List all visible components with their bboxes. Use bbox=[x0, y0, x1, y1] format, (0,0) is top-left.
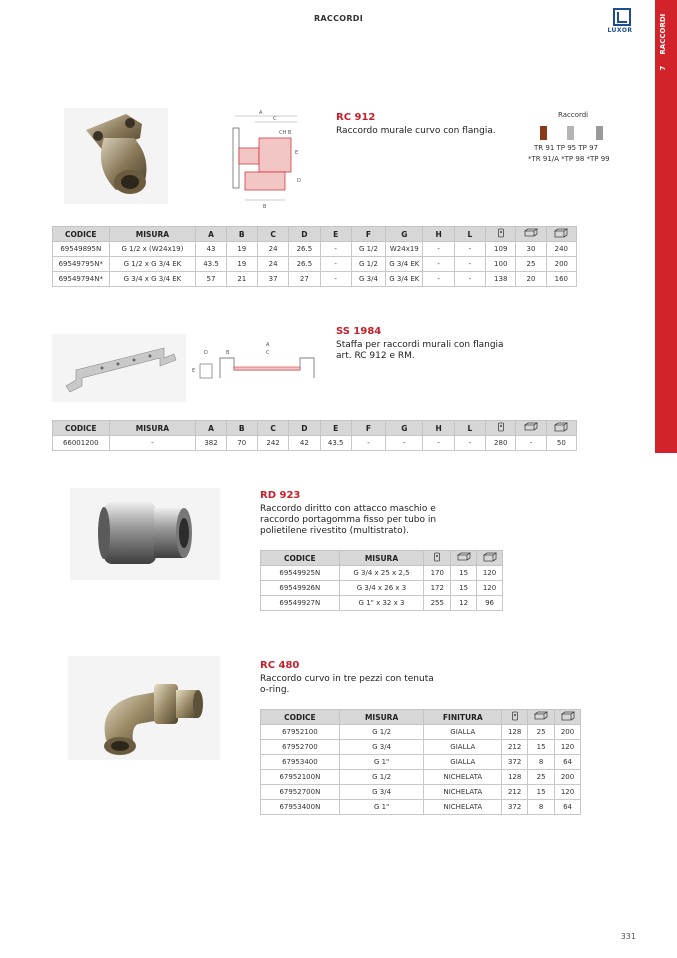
rc912-photo bbox=[64, 108, 168, 204]
drawing-label-e: E bbox=[295, 150, 299, 156]
table-row: 69549794N* G 3/4 x G 3/4 EK 57 21 37 27 - G 3/4 G 3/4 EK - - 138 20 160 bbox=[53, 272, 577, 287]
col-header: CODICE bbox=[53, 227, 110, 242]
ss1984-code: SS 1984 bbox=[336, 326, 382, 337]
table-row: 67952100 G 1/2 GIALLA 128 25 200 bbox=[261, 725, 581, 740]
table-header-row bbox=[53, 421, 577, 436]
table-row: 66001200 - 382 70 242 42 43.5 - - - - 280 - 50 bbox=[53, 436, 577, 451]
rc912-code: RC 912 bbox=[336, 112, 376, 123]
col-header: A bbox=[196, 227, 226, 242]
col-header: C bbox=[257, 421, 288, 436]
rc912-variants-row2: *TR 91/A *TP 98 *TP 99 bbox=[528, 155, 610, 163]
box-small-icon bbox=[451, 551, 477, 566]
col-header: C bbox=[257, 227, 288, 242]
rc912-table bbox=[52, 226, 577, 287]
drawing-label-b: B bbox=[263, 204, 267, 210]
col-header: H bbox=[423, 421, 454, 436]
ss1984-photo bbox=[52, 334, 186, 402]
table-header-row bbox=[261, 710, 581, 725]
table-row: 67952700N G 3/4 NICHELATA 212 15 120 bbox=[261, 785, 581, 800]
ss1984-technical-drawing bbox=[190, 340, 325, 384]
col-header: CODICE bbox=[53, 421, 110, 436]
rc912-technical-drawing bbox=[225, 108, 315, 212]
rd923-table bbox=[260, 550, 503, 611]
table-header-row bbox=[261, 551, 503, 566]
drawing-label-a: A bbox=[266, 342, 270, 348]
col-header: F bbox=[351, 421, 385, 436]
rc912-description: Raccordo murale curvo con flangia. bbox=[336, 126, 496, 136]
col-header: A bbox=[196, 421, 226, 436]
weight-icon bbox=[486, 227, 516, 242]
drawing-label-d: D bbox=[297, 178, 301, 184]
box-small-icon bbox=[516, 421, 546, 436]
col-header: MISURA bbox=[339, 551, 424, 566]
page-number: 331 bbox=[620, 932, 636, 941]
weight-icon bbox=[486, 421, 516, 436]
table-row: 67952700 G 3/4 GIALLA 212 15 120 bbox=[261, 740, 581, 755]
col-header: D bbox=[289, 421, 320, 436]
rc480-description: Raccordo curvo in tre pezzi con tenuta o-ring. bbox=[260, 674, 434, 695]
box-large-icon bbox=[546, 227, 576, 242]
col-header: E bbox=[320, 421, 351, 436]
table-row: 67952100N G 1/2 NICHELATA 128 25 200 bbox=[261, 770, 581, 785]
table-row: 67953400 G 1" GIALLA 372 8 64 bbox=[261, 755, 581, 770]
col-header: MISURA bbox=[339, 710, 424, 725]
weight-icon bbox=[502, 710, 528, 725]
drawing-label-e: E bbox=[192, 368, 196, 374]
rd923-photo bbox=[70, 488, 220, 580]
table-header-row bbox=[53, 227, 577, 242]
chapter-label: RACCORDI bbox=[659, 14, 667, 55]
col-header: D bbox=[289, 227, 320, 242]
weight-icon bbox=[424, 551, 451, 566]
box-small-icon bbox=[528, 710, 555, 725]
brand-name: LUXOR bbox=[607, 27, 633, 34]
box-small-icon bbox=[516, 227, 546, 242]
rc912-variants-row1: TR 91 TP 95 TP 97 bbox=[534, 144, 598, 152]
table-row: 69549925N G 3/4 x 25 x 2,5 170 15 120 bbox=[261, 566, 503, 581]
col-header: B bbox=[226, 421, 257, 436]
col-header: MISURA bbox=[109, 421, 196, 436]
ss1984-table bbox=[52, 420, 577, 451]
drawing-label-d: D bbox=[204, 350, 208, 356]
box-large-icon bbox=[546, 421, 576, 436]
rc480-photo bbox=[68, 656, 220, 760]
table-row: 69549927N G 1" x 32 x 3 255 12 96 bbox=[261, 596, 503, 611]
rc912-finish-swatches bbox=[536, 124, 616, 142]
box-large-icon bbox=[477, 551, 503, 566]
rd923-code: RD 923 bbox=[260, 490, 301, 501]
drawing-label-c: C bbox=[273, 116, 277, 122]
col-header: E bbox=[320, 227, 351, 242]
table-row: 69549795N* G 1/2 x G 3/4 EK 43.5 19 24 26.5 - G 1/2 G 3/4 EK - - 100 25 200 bbox=[53, 257, 577, 272]
col-header: L bbox=[454, 227, 485, 242]
col-header: CODICE bbox=[261, 710, 340, 725]
rc480-code: RC 480 bbox=[260, 660, 300, 671]
drawing-label-chb: CH B bbox=[279, 130, 292, 136]
col-header: B bbox=[226, 227, 257, 242]
col-header: FINITURA bbox=[424, 710, 502, 725]
ss1984-description: Staffa per raccordi murali con flangia art. RC 912 e RM. bbox=[336, 340, 504, 361]
table-row: 69549895N G 1/2 x (W24x19) 43 19 24 26.5 - G 1/2 W24x19 - - 109 30 240 bbox=[53, 242, 577, 257]
drawing-label-b: B bbox=[226, 350, 230, 356]
rc912-finishes-label: Raccordi bbox=[558, 111, 589, 119]
col-header: MISURA bbox=[109, 227, 196, 242]
chapter-tab bbox=[655, 0, 677, 453]
drawing-label-a: A bbox=[259, 110, 263, 116]
col-header: L bbox=[454, 421, 485, 436]
rc480-table bbox=[260, 709, 581, 815]
col-header: CODICE bbox=[261, 551, 340, 566]
chapter-number: 7 bbox=[659, 65, 667, 71]
table-row: 69549926N G 3/4 x 26 x 3 172 15 120 bbox=[261, 581, 503, 596]
rd923-description: Raccordo diritto con attacco maschio e raccordo portagomma fisso per tubo in polietilene rivestito (multistrato). bbox=[260, 504, 437, 536]
col-header: F bbox=[351, 227, 385, 242]
col-header: G bbox=[386, 421, 423, 436]
table-row: 67953400N G 1" NICHELATA 372 8 64 bbox=[261, 800, 581, 815]
col-header: G bbox=[386, 227, 423, 242]
page-header-title: RACCORDI bbox=[313, 14, 364, 23]
col-header: H bbox=[423, 227, 454, 242]
box-large-icon bbox=[555, 710, 581, 725]
drawing-label-c: C bbox=[266, 350, 270, 356]
